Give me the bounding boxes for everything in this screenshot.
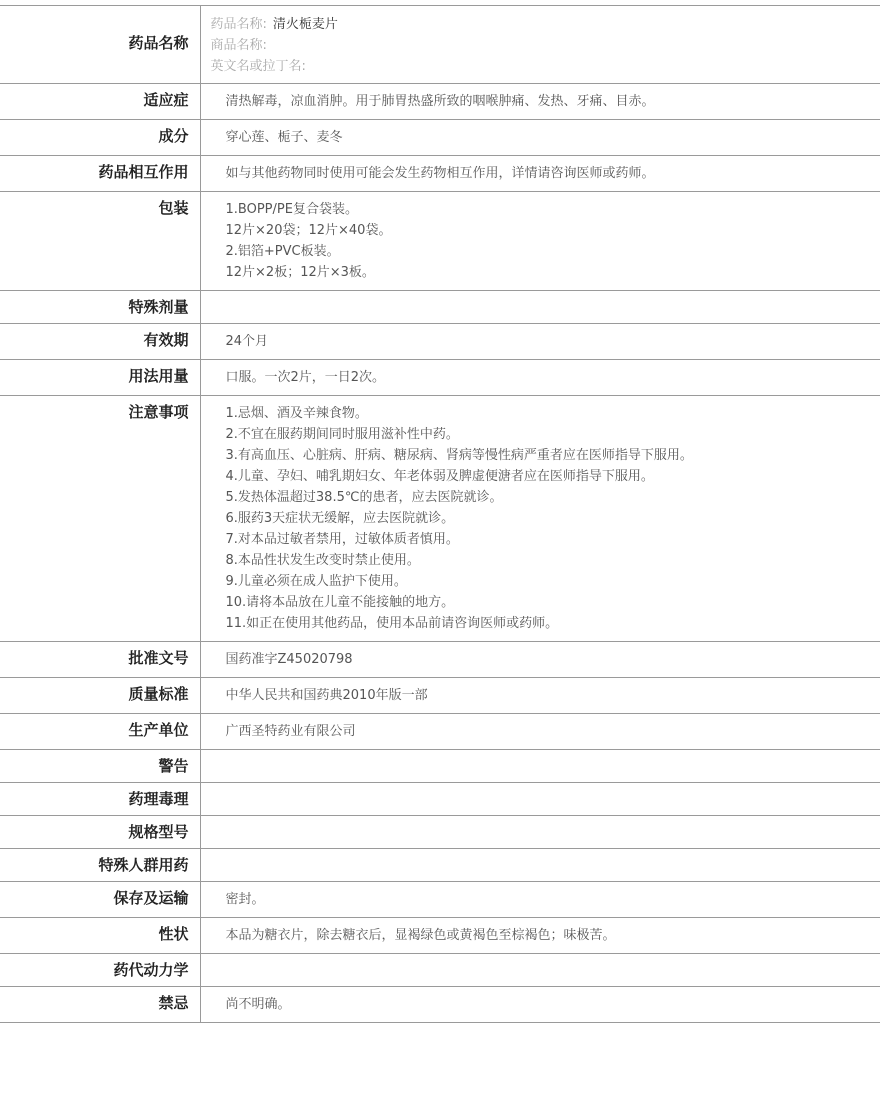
packaging-line: 12片×20袋；12片×40袋。	[225, 223, 392, 238]
trade-name-line	[211, 35, 880, 56]
precaution-line: 4.儿童、孕妇、哺乳期妇女、年老体弱及脾虚便溏者应在医师指导下服用。	[225, 469, 654, 484]
special-populations-value	[200, 849, 880, 882]
row-label: 生产单位	[0, 714, 200, 750]
row-ingredients	[0, 120, 880, 156]
precaution-line: 3.有高血压、心脏病、肝病、糖尿病、肾病等慢性病严重者应在医师指导下服用。	[225, 448, 693, 463]
precaution-line: 6.服药3天症状无缓解，应去医院就诊。	[225, 511, 455, 526]
row-label: 禁忌	[0, 987, 200, 1023]
storage-transport-value: 密封。	[200, 882, 880, 918]
special-dosage-value	[200, 291, 880, 324]
row-special-dosage	[0, 291, 880, 324]
usage-value: 口服。一次2片，一日2次。	[200, 360, 880, 396]
row-quality-standard	[0, 678, 880, 714]
row-label: 质量标准	[0, 678, 200, 714]
precaution-line: 11.如正在使用其他药品，使用本品前请咨询医师或药师。	[225, 616, 559, 631]
latin-name-line	[211, 56, 880, 77]
packaging-value	[200, 192, 880, 291]
row-precautions	[0, 396, 880, 642]
row-label: 用法用量	[0, 360, 200, 396]
row-label: 包装	[0, 192, 200, 291]
row-label: 药品相互作用	[0, 156, 200, 192]
row-contraindications	[0, 987, 880, 1023]
precaution-line: 8.本品性状发生改变时禁止使用。	[225, 553, 420, 568]
generic-name-line	[211, 14, 880, 35]
precaution-line: 7.对本品过敏者禁用，过敏体质者慎用。	[225, 532, 459, 547]
row-label: 特殊剂量	[0, 291, 200, 324]
contraindications-value: 尚不明确。	[200, 987, 880, 1023]
drug-spec-table	[0, 5, 880, 1023]
row-label: 保存及运输	[0, 882, 200, 918]
row-label: 警告	[0, 750, 200, 783]
precaution-line: 9.儿童必须在成人监护下使用。	[225, 574, 407, 589]
precaution-line: 10.请将本品放在儿童不能接触的地方。	[225, 595, 455, 610]
row-indication	[0, 84, 880, 120]
specification-value	[200, 816, 880, 849]
row-description	[0, 918, 880, 954]
row-label: 性状	[0, 918, 200, 954]
quality-standard-value: 中华人民共和国药典2010年版一部	[200, 678, 880, 714]
generic-name-label: 药品名称:	[210, 17, 267, 32]
pharmacology-toxicology-value	[200, 783, 880, 816]
row-label: 注意事项	[0, 396, 200, 642]
generic-name-value: 清火栀麦片	[272, 17, 338, 32]
packaging-line: 2.铝箔+PVC板装。	[225, 244, 340, 259]
row-pharmacology-toxicology	[0, 783, 880, 816]
row-label: 药理毒理	[0, 783, 200, 816]
row-label: 药品名称	[0, 6, 200, 84]
row-specification	[0, 816, 880, 849]
latin-name-label: 英文名或拉丁名:	[210, 59, 306, 74]
precaution-line: 2.不宜在服药期间同时服用滋补性中药。	[225, 427, 459, 442]
indication-value: 清热解毒，凉血消肿。用于肺胃热盛所致的咽喉肿痛、发热、牙痛、目赤。	[200, 84, 880, 120]
manufacturer-value: 广西圣特药业有限公司	[200, 714, 880, 750]
row-label: 成分	[0, 120, 200, 156]
ingredients-value: 穿心莲、栀子、麦冬	[200, 120, 880, 156]
precaution-line: 1.忌烟、酒及辛辣食物。	[225, 406, 368, 421]
interactions-value: 如与其他药物同时使用可能会发生药物相互作用，详情请咨询医师或药师。	[200, 156, 880, 192]
row-storage-transport	[0, 882, 880, 918]
precaution-line: 5.发热体温超过38.5℃的患者，应去医院就诊。	[225, 490, 503, 505]
row-pharmacokinetics	[0, 954, 880, 987]
precautions-value	[200, 396, 880, 642]
shelf-life-value: 24个月	[200, 324, 880, 360]
row-label: 适应症	[0, 84, 200, 120]
row-shelf-life	[0, 324, 880, 360]
description-value: 本品为糖衣片，除去糖衣后，显褐绿色或黄褐色至棕褐色；味极苦。	[200, 918, 880, 954]
row-label: 规格型号	[0, 816, 200, 849]
packaging-line: 1.BOPP/PE复合袋装。	[225, 202, 358, 217]
drug-spec-sheet	[0, 5, 880, 1023]
trade-name-label: 商品名称:	[210, 38, 267, 53]
row-interactions	[0, 156, 880, 192]
drug-names-cell	[200, 6, 880, 84]
row-label: 特殊人群用药	[0, 849, 200, 882]
row-label: 药代动力学	[0, 954, 200, 987]
row-label: 有效期	[0, 324, 200, 360]
warning-value	[200, 750, 880, 783]
pharmacokinetics-value	[200, 954, 880, 987]
row-special-populations	[0, 849, 880, 882]
approval-number-value: 国药准字Z45020798	[200, 642, 880, 678]
row-packaging	[0, 192, 880, 291]
row-manufacturer	[0, 714, 880, 750]
row-label: 批准文号	[0, 642, 200, 678]
row-usage	[0, 360, 880, 396]
row-drug-name	[0, 6, 880, 84]
row-warning	[0, 750, 880, 783]
row-approval-number	[0, 642, 880, 678]
packaging-line: 12片×2板；12片×3板。	[225, 265, 375, 280]
